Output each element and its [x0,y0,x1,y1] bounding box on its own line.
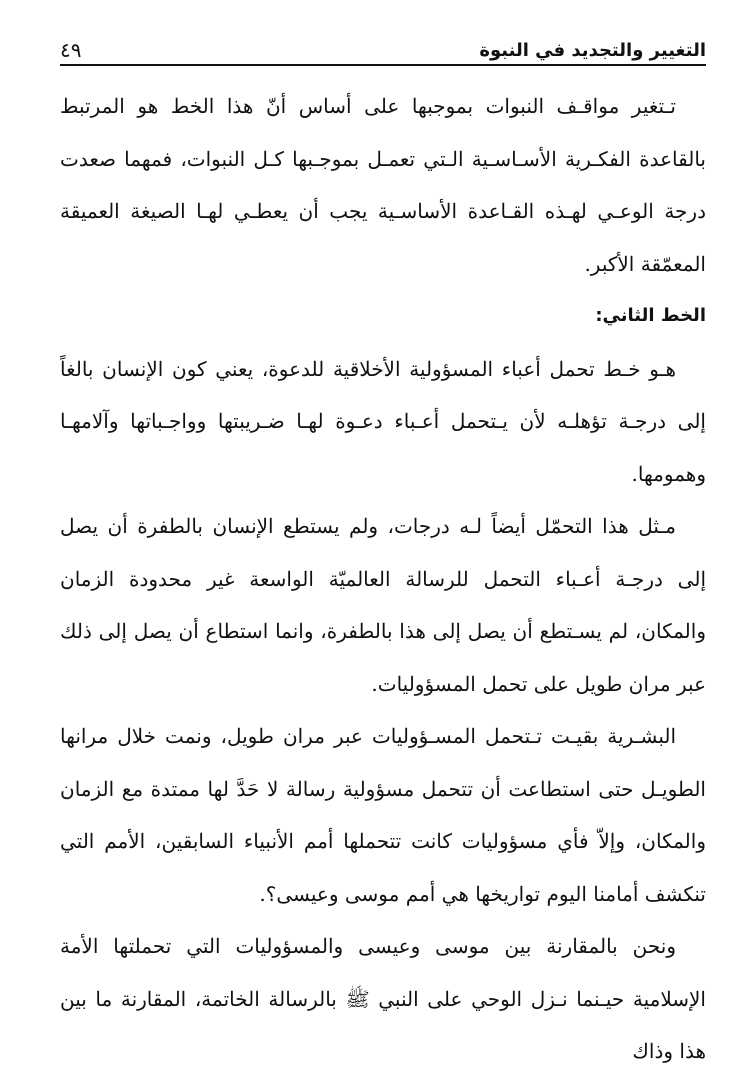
paragraph-2: هـو خـط تحمل أعباء المسؤولية الأخلاقية للدعوة، يعني كون الإنسان بالغاً إلى درجـة تؤهلـه لأن يـتحمل أعـباء دعـوة لهـا ضـريبتها وواجـباتها وآلامهـا وهمومها. [60,356,706,486]
section-heading: الخط الثاني: [595,305,706,326]
paragraph-1: تـتغير مواقـف النبوات بموجبها على أساس أنّ هذا الخط هو المرتبط بالقاعدة الفكـرية الأسـاسـية الـتي تعمـل بموجـبها كـل النبوات، فمهما صعدت درجة الوعـي لهـذه القـاعدة الأساسـية يجب أن يعطـي لهـا الصيغة العميقة المعمّقة الأكبر. [60,94,706,276]
body-text [60,80,706,1078]
page-number: ٤٩ [60,38,82,62]
paragraph-5: ونحن بالمقارنة بين موسى وعيسى والمسؤوليات التي تحملتها الأمة الإسلامية حيـنما نـزل الوحي على النبي ﷺ بالرسالة الخاتمة، المقارنة ما بين هذا وذاك [60,934,706,1063]
running-header [60,30,706,66]
paragraph-4: البشـرية بقيـت تـتحمل المسـؤوليات عبر مران طويل، ونمت خلال مرانها الطويـل حتى استطاعت أن تتحمل مسؤولية رسالة لا حَدَّ لها ممتدة مع الزمان والمكان، وإلاّ فأي مسؤوليات كانت تتحملها أمم الأنبياء السابقين، الأمم التي تنكشف أمامنا اليوم تواريخها هي أمم موسى وعيسى؟. [60,724,706,906]
paragraph-3: مـثل هذا التحمّل أيضاً لـه درجات، ولم يستطع الإنسان بالطفرة أن يصل إلى درجـة أعـباء التحمل للرسالة العالميّة الواسعة غير محدودة الزمان والمكان، لم يسـتطع أن يصل إلى هذا بالطفرة، وانما استطاع أن يصل إلى ذلك عبر مران طويل على تحمل المسؤوليات. [60,514,707,696]
running-title: التغيير والتجديد في النبوة [479,40,706,61]
